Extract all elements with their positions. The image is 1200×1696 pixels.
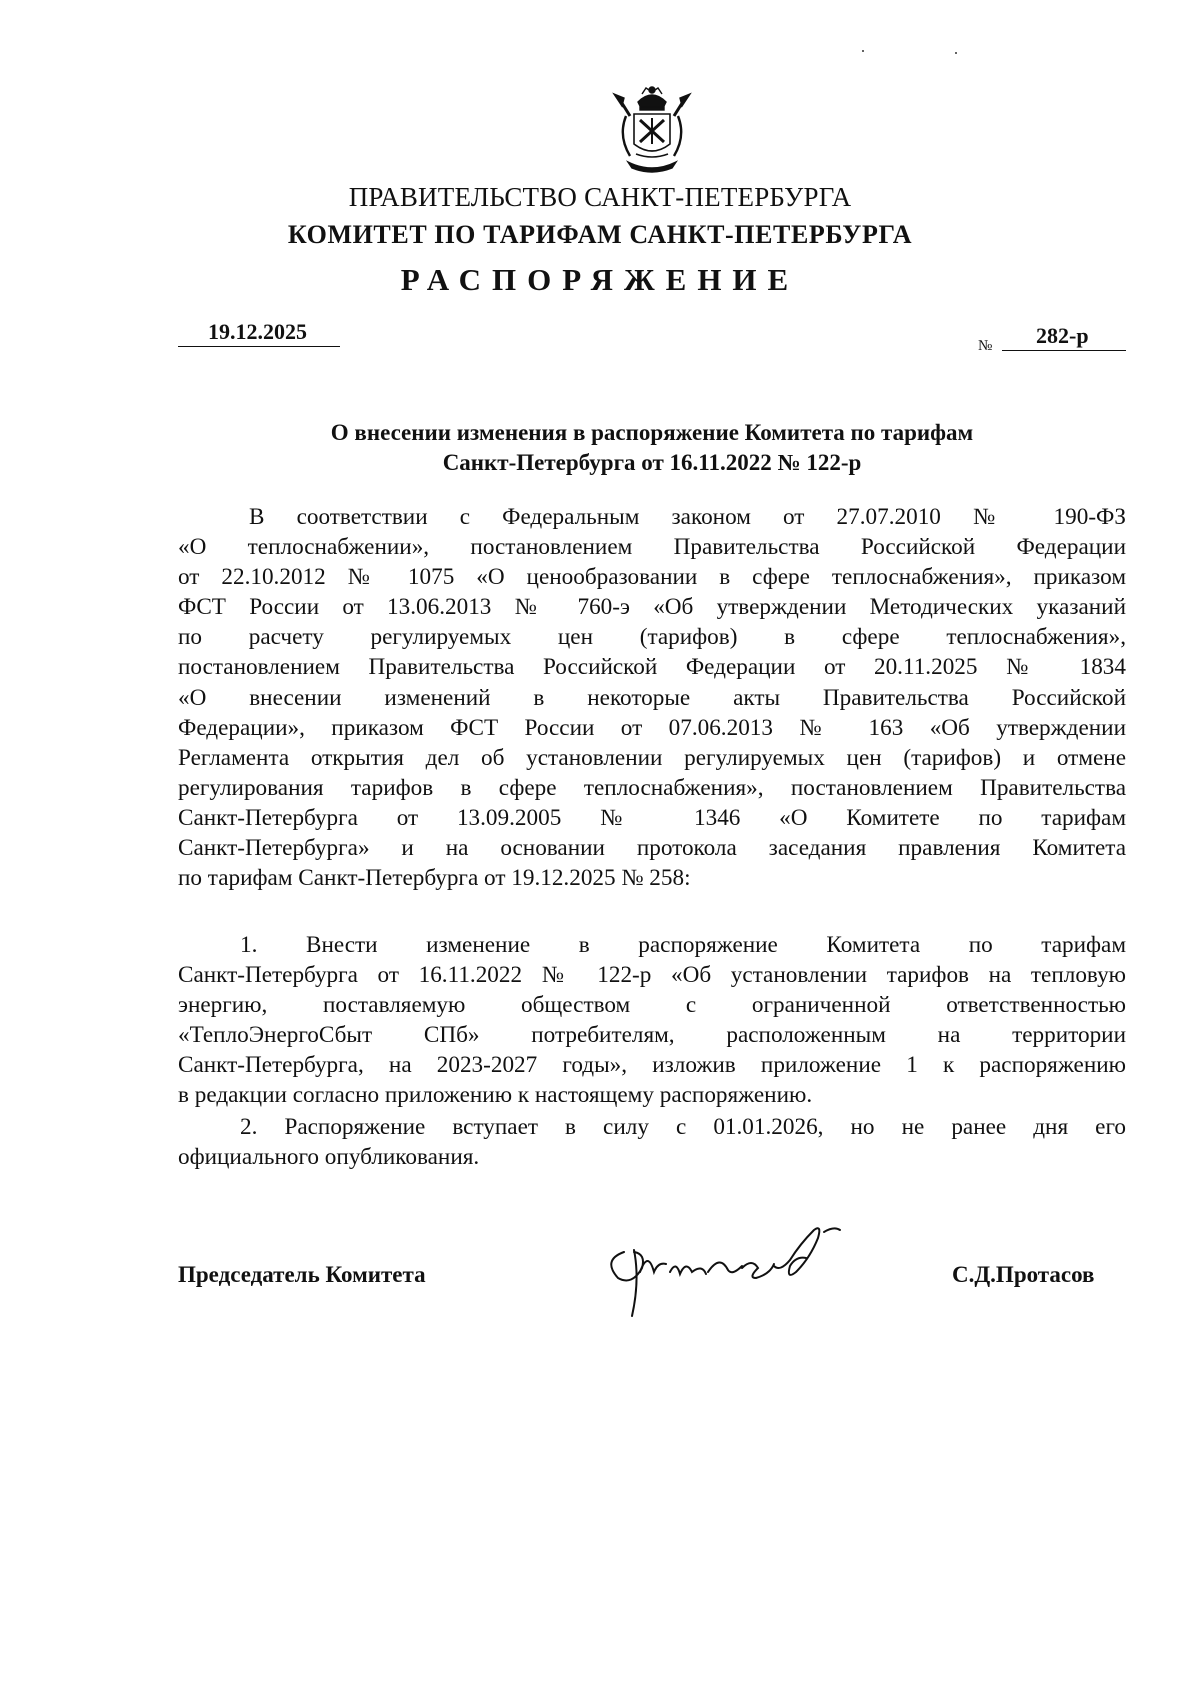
text-line: В соответствии с Федеральным законом от 27.07.2010 № 190-ФЗ (249, 504, 1126, 530)
text-line: по тарифам Санкт-Петербурга от 19.12.2025 № 258: (178, 865, 691, 892)
text-line: Федерации», приказом ФСТ России от 07.06.2013 № 163 «Об утверждении (178, 714, 1126, 741)
text-line: Санкт-Петербурга от 13.09.2005 № 1346 «О Комитете по тарифам (178, 804, 1126, 831)
document-date: 19.12.2025 (178, 318, 340, 347)
document-number: 282-р (1002, 322, 1126, 351)
text-line: по расчету регулируемых цен (тарифов) в сфере теплоснабжения», (178, 624, 1126, 651)
signer-position: Председатель Комитета (178, 1262, 426, 1287)
committee-heading: КОМИТЕТ ПО ТАРИФАМ САНКТ-ПЕТЕРБУРГА (287, 220, 913, 249)
title-line: Санкт-Петербурга от 16.11.2022 № 122-р (442, 450, 862, 475)
handwritten-signature (594, 1222, 864, 1318)
title-line: О внесении изменения в распоряжение Комитета по тарифам (330, 420, 974, 445)
text-line: «ТеплоЭнергоСбыт СПб» потребителям, расположенным на территории (178, 1022, 1126, 1049)
document-title (178, 418, 1126, 478)
text-line: «О теплоснабжении», постановлением Правительства Российской Федерации (178, 534, 1126, 561)
text-line: энергию, поставляемую обществом с ограниченной ответственностью (178, 992, 1126, 1019)
text-line: 2. Распоряжение вступает в силу с 01.01.2026, но не ранее дня его (240, 1114, 1126, 1140)
text-line: официального опубликования. (178, 1144, 480, 1171)
preamble-paragraph (178, 502, 1126, 893)
text-line: ФСТ России от 13.06.2013 № 760-э «Об утверждении Методических указаний (178, 594, 1126, 621)
signer-name: С.Д.Протасов (952, 1262, 1095, 1287)
scan-speck (955, 52, 957, 54)
number-label: № (978, 338, 993, 354)
scan-speck (862, 50, 864, 52)
item-1-paragraph (178, 930, 1126, 1111)
text-line: от 22.10.2012 № 1075 «О ценообразовании в сфере теплоснабжения», приказом (178, 564, 1126, 591)
text-line: «О внесении изменений в некоторые акты Правительства Российской (178, 684, 1126, 711)
text-line: Санкт-Петербурга от 16.11.2022 № 122-р «Об установлении тарифов на тепловую (178, 962, 1126, 989)
item-2-paragraph (178, 1112, 1126, 1172)
text-line: Санкт-Петербурга» и на основании протокола заседания правления Комитета (178, 835, 1126, 862)
text-line: регулирования тарифов в сфере теплоснабжения», постановлением Правительства (178, 774, 1126, 801)
document-type-heading: РАСПОРЯЖЕНИЕ (400, 262, 800, 297)
text-line: Санкт-Петербурга, на 2023-2027 годы», изложив приложение 1 к распоряжению (178, 1052, 1126, 1079)
text-line: в редакции согласно приложению к настоящему распоряжению. (178, 1082, 813, 1109)
text-line: постановлением Правительства Российской Федерации от 20.11.2025 № 1834 (178, 654, 1126, 681)
government-heading: ПРАВИТЕЛЬСТВО САНКТ-ПЕТЕРБУРГА (348, 182, 852, 212)
spb-coat-of-arms-icon (608, 80, 696, 176)
text-line: Регламента открытия дел об установлении регулируемых цен (тарифов) и отмене (178, 744, 1126, 771)
text-line: 1. Внести изменение в распоряжение Комитета по тарифам (240, 932, 1126, 958)
